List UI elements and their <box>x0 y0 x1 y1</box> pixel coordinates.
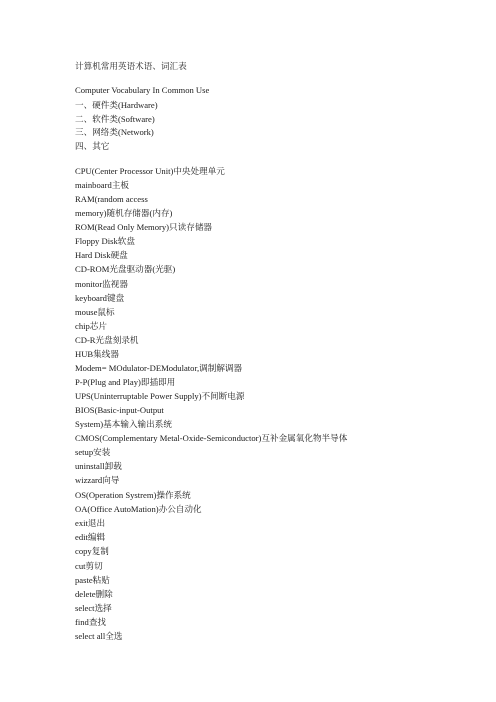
term-entry: OA(Office AutoMation)办公自动化 <box>75 504 202 514</box>
toc-item-network: 三、网络类(Network) <box>75 127 154 137</box>
term-entry: HUB集线器 <box>75 349 119 359</box>
term-entry: CPU(Center Processor Unit)中央处理单元 <box>75 166 225 176</box>
term-entry: delete删除 <box>75 589 113 599</box>
toc-heading: Computer Vocabulary In Common Use <box>75 85 210 95</box>
term-entry: P-P(Plug and Play)即插即用 <box>75 377 176 387</box>
term-entry: edit编辑 <box>75 532 106 542</box>
term-entry: mouse鼠标 <box>75 307 115 317</box>
term-entry: Floppy Disk软盘 <box>75 236 135 246</box>
term-entry: RAM(random access <box>75 194 148 204</box>
term-entry: find查找 <box>75 617 107 627</box>
term-entry: mainboard主板 <box>75 180 129 190</box>
term-entry: setup安装 <box>75 447 111 457</box>
term-entry: CD-R光盘刻录机 <box>75 335 139 345</box>
term-entry: select all全选 <box>75 631 123 641</box>
term-entry: System)基本输入输出系统 <box>75 419 172 429</box>
document-title: 计算机常用英语术语、词汇表 <box>75 61 187 71</box>
term-entry: paste粘贴 <box>75 575 110 585</box>
term-entry: Modem= MOdulator-DEModulator,调制解调器 <box>75 363 243 373</box>
term-entry: BIOS(Basic-input-Output <box>75 405 164 415</box>
term-entry: keyboard键盘 <box>75 293 125 303</box>
toc-item-other: 四、其它 <box>75 141 110 151</box>
term-entry: memory)随机存储器(内存) <box>75 208 173 218</box>
term-entry: OS(Operation Systrem)操作系统 <box>75 490 191 500</box>
term-entry: ROM(Read Only Memory)只读存储器 <box>75 222 213 232</box>
toc-item-hardware: 一、硬件类(Hardware) <box>75 100 158 110</box>
term-entry: CD-ROM光盘驱动器(光驱) <box>75 264 176 274</box>
term-entry: wizzard向导 <box>75 475 120 485</box>
term-entry: uninstall卸载 <box>75 461 122 471</box>
term-entry: CMOS(Complementary Metal-Oxide-Semiconductor)互补金属氧化物半导体 <box>75 433 348 443</box>
term-entry: monitor监视器 <box>75 279 128 289</box>
term-entry: exit退出 <box>75 518 106 528</box>
term-entry: Hard Disk硬盘 <box>75 250 128 260</box>
term-entry: UPS(Uninterruptable Power Supply)不间断电源 <box>75 391 245 401</box>
term-entry: select选择 <box>75 603 112 613</box>
toc-item-software: 二、软件类(Software) <box>75 114 155 124</box>
term-entry: cut剪切 <box>75 561 103 571</box>
term-entry: copy复制 <box>75 546 109 556</box>
term-entry: chip芯片 <box>75 321 107 331</box>
